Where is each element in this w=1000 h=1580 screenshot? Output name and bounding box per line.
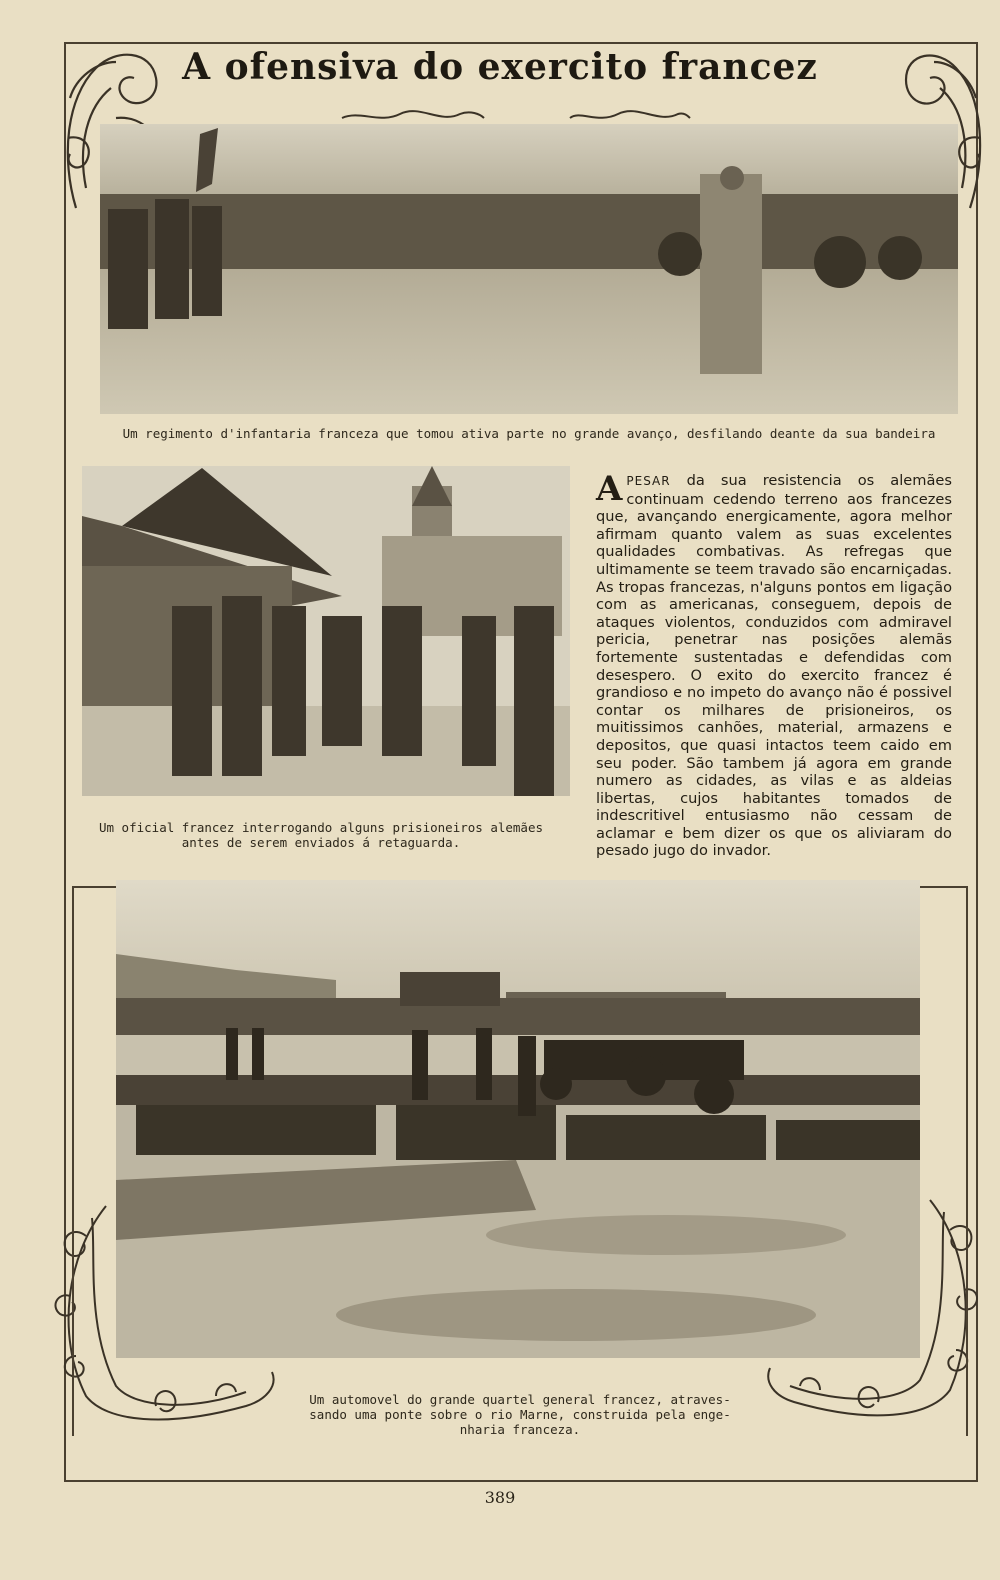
title-flourish-left-icon <box>340 106 486 126</box>
caption-prisoners-line1: Um oficial francez interrogando alguns prisioneiros alemães <box>98 820 543 835</box>
caption-marne-line2: sando uma ponte sobre o rio Marne, construida pela enge- <box>309 1407 731 1422</box>
title-flourish-right-icon <box>568 106 692 126</box>
photo-marne-bridge <box>116 880 920 1358</box>
page-title: A ofensiva do exercito francez <box>182 46 818 88</box>
article-lead: PESAR <box>626 474 671 488</box>
caption-marne-line3: nharia franceza. <box>459 1422 581 1437</box>
page-number: 389 <box>484 1488 516 1507</box>
caption-prisoners-line2: antes de serem enviados á retaguarda. <box>181 835 461 850</box>
caption-regiment-parade: Um regimento d'infantaria franceza que tomou ativa parte no grande avanço, desfilando deante da sua bandeira <box>122 426 936 441</box>
photo-regiment-parade <box>100 124 958 414</box>
article-text: da sua resistencia os alemães continuam cedendo terreno aos francezes que, avançando energicamente, agora melhor afirmam quanto valem as suas excelentes qualidades combativas. As refregas que ultimamente se teem travado são encarniçadas. As tropas francezas, n'alguns pontos em ligação com as americanas, conseguem, depois de ataques violentos, conduzidos com admiravel pericia, penetrar nas posições alemãs fortemente sustentadas e defendidas com desespero. O exito do exercito francez é grandioso e no impeto do avanço não é possivel contar os milhares de prisioneiros, os muitissimos canhões, material, armazens e depositos, que quasi intactos teem caido em seu poder. São tambem já agora em grande numero as cidades, as vilas e as aldeias libertas, cujos habitantes tomados de indescritivel entusiasmo não cessam de aclamar e bem dizer os que os aliviaram do pesado jugo do invador. <box>596 472 952 860</box>
article-dropcap: A <box>596 469 623 509</box>
article-body <box>596 469 952 860</box>
caption-marne-line1: Um automovel do grande quartel general francez, atraves- <box>309 1392 731 1407</box>
photo-prisoners-interrogation <box>82 466 570 796</box>
